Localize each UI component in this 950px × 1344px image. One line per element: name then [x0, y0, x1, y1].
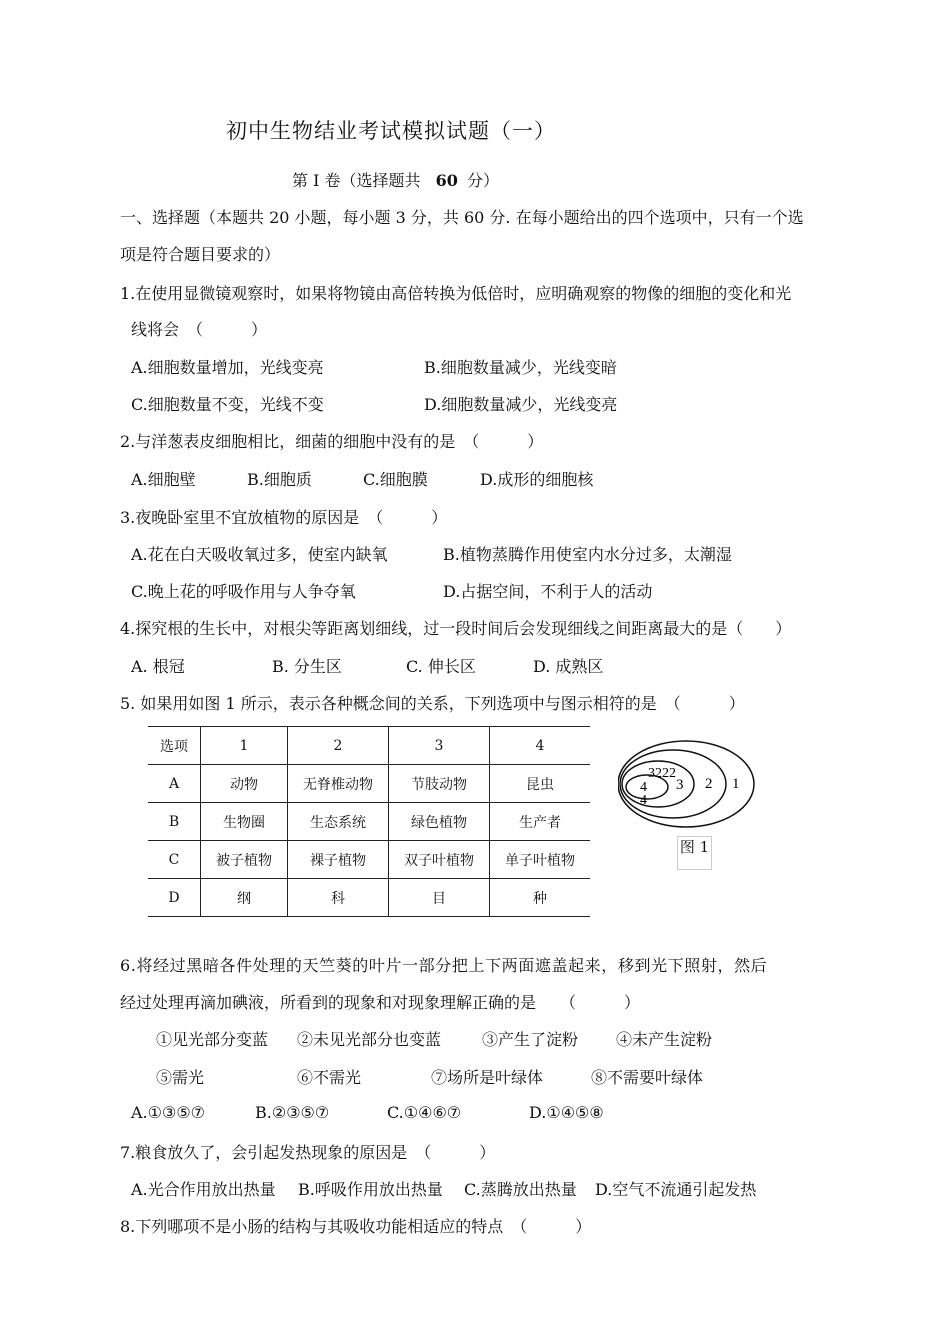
question-6-option-d: D.①④⑤⑧: [529, 1103, 604, 1122]
table-cell: 节肢动物: [389, 765, 490, 803]
question-6-item-1: ①见光部分变蓝: [156, 1030, 269, 1049]
table-cell: 绿色植物: [389, 803, 490, 841]
table-row: [148, 841, 590, 879]
table-header-row: [148, 727, 590, 765]
concept-ellipse-diagram: [618, 740, 764, 836]
question-1-option-c: C.细胞数量不变，光线不变: [131, 395, 324, 414]
question-8-stem: 8.下列哪项不是小肠的结构与其吸收功能相适应的特点 （ ）: [120, 1217, 592, 1236]
question-1-option-d: D.细胞数量减少，光线变亮: [424, 395, 618, 414]
question-4-option-d: D. 成熟区: [533, 657, 604, 676]
ellipse-label-3: 3: [676, 777, 684, 793]
question-1-stem-line2: 线将会 （ ）: [131, 320, 268, 339]
section-instructions-line2: 项是符合题目要求的）: [120, 245, 281, 264]
table-row: [148, 803, 590, 841]
question-5-stem: 5. 如果用如图 1 所示，表示各种概念间的关系，下列选项中与图示相符的是 （ ）: [120, 694, 745, 713]
part-suffix: 分）: [466, 171, 499, 190]
table-header-cell: 3: [389, 727, 490, 765]
ellipse-extra-label-4: 4: [640, 793, 647, 808]
question-6-option-a: A.①③⑤⑦: [131, 1103, 206, 1122]
table-cell: 动物: [201, 765, 288, 803]
question-6-item-3: ③产生了淀粉: [482, 1030, 579, 1049]
question-1-option-b: B.细胞数量减少，光线变暗: [424, 358, 617, 377]
table-cell: 生态系统: [288, 803, 389, 841]
question-4-stem: 4.探究根的生长中，对根尖等距离划细线，过一段时间后会发现细线之间距离最大的是（ ）: [120, 619, 792, 638]
concept-options-table: [148, 726, 590, 917]
question-2-option-a: A.细胞壁: [131, 470, 196, 489]
table-cell: C: [148, 841, 201, 879]
table-header-cell: 选项: [148, 727, 201, 765]
table-row: [148, 879, 590, 917]
table-cell: 科: [288, 879, 389, 917]
table-cell: D: [148, 879, 201, 917]
question-6-stem-line1: 6.将经过黑暗各件处理的天竺葵的叶片一部分把上下两面遮盖起来，移到光下照射，然后: [120, 956, 768, 975]
table-cell: A: [148, 765, 201, 803]
table-header-cell: 2: [288, 727, 389, 765]
part-score: 60: [435, 171, 458, 190]
ellipse-label-1: 1: [732, 776, 740, 792]
question-3-option-a: A.花在白天吸收氧过多，使室内缺氧: [131, 545, 388, 564]
question-7-option-d: D.空气不流通引起发热: [595, 1180, 757, 1199]
question-7-stem: 7.粮食放久了，会引起发热现象的原因是 （ ）: [120, 1143, 496, 1162]
question-3-option-b: B.植物蒸腾作用使室内水分过多，太潮湿: [443, 545, 732, 564]
question-6-item-2: ②未见光部分也变蓝: [297, 1030, 442, 1049]
question-6-item-6: ⑥不需光: [297, 1068, 362, 1087]
question-2-option-d: D.成形的细胞核: [480, 470, 594, 489]
question-4-option-a: A. 根冠: [131, 657, 185, 676]
question-1-stem-line1: 1.在使用显微镜观察时，如果将物镜由高倍转换为低倍时，应明确观察的物像的细胞的变化和光: [120, 284, 792, 303]
section-instructions-line1: 一、选择题（本题共 20 小题，每小题 3 分，共 60 分. 在每小题给出的四个选项中，只有一个选: [120, 208, 804, 227]
question-7-option-b: B.呼吸作用放出热量: [298, 1180, 443, 1199]
table-cell: 昆虫: [490, 765, 591, 803]
table-cell: 生产者: [490, 803, 591, 841]
question-2-stem: 2.与洋葱表皮细胞相比，细菌的细胞中没有的是 （ ）: [120, 432, 544, 451]
question-4-option-b: B. 分生区: [272, 657, 342, 676]
part-heading: [292, 168, 499, 191]
question-6-option-b: B.②③⑤⑦: [255, 1103, 330, 1122]
question-1-option-a: A.细胞数量增加，光线变亮: [131, 358, 324, 377]
question-2-option-b: B.细胞质: [247, 470, 312, 489]
question-3-stem: 3.夜晚卧室里不宜放植物的原因是 （ ）: [120, 508, 448, 527]
table-cell: 被子植物: [201, 841, 288, 879]
table-cell: 双子叶植物: [389, 841, 490, 879]
question-7-option-c: C.蒸腾放出热量: [464, 1180, 577, 1199]
question-6-item-7: ⑦场所是叶绿体: [431, 1068, 544, 1087]
question-7-option-a: A.光合作用放出热量: [131, 1180, 276, 1199]
ellipse-overlap-text: 3222: [648, 766, 676, 781]
question-6-option-c: C.①④⑥⑦: [387, 1103, 462, 1122]
table-cell: 目: [389, 879, 490, 917]
table-cell: 纲: [201, 879, 288, 917]
table-header-cell: 1: [201, 727, 288, 765]
part-prefix: 第 I 卷（选择题共: [292, 171, 421, 190]
ellipse-label-4: 4: [640, 780, 647, 795]
question-3-option-d: D.占据空间，不利于人的活动: [443, 582, 653, 601]
question-6-stem-line2: 经过处理再滴加碘液，所看到的现象和对现象理解正确的是 （ ）: [120, 993, 641, 1012]
question-6-item-5: ⑤需光: [156, 1068, 205, 1087]
table-cell: 单子叶植物: [490, 841, 591, 879]
question-6-item-4: ④未产生淀粉: [616, 1030, 713, 1049]
table-header-cell: 4: [490, 727, 591, 765]
question-2-option-c: C.细胞膜: [363, 470, 428, 489]
table-row: [148, 765, 590, 803]
table-cell: 种: [490, 879, 591, 917]
question-3-option-c: C.晚上花的呼吸作用与人争夺氧: [131, 582, 356, 601]
table-cell: B: [148, 803, 201, 841]
ellipse-label-2: 2: [705, 776, 713, 792]
table-cell: 裸子植物: [288, 841, 389, 879]
figure-caption: 图 1: [677, 836, 712, 870]
table-cell: 无脊椎动物: [288, 765, 389, 803]
exam-title: 初中生物结业考试模拟试题（一）: [226, 119, 556, 143]
question-4-option-c: C. 伸长区: [406, 657, 476, 676]
question-6-item-8: ⑧不需要叶绿体: [591, 1068, 704, 1087]
table-cell: 生物圈: [201, 803, 288, 841]
